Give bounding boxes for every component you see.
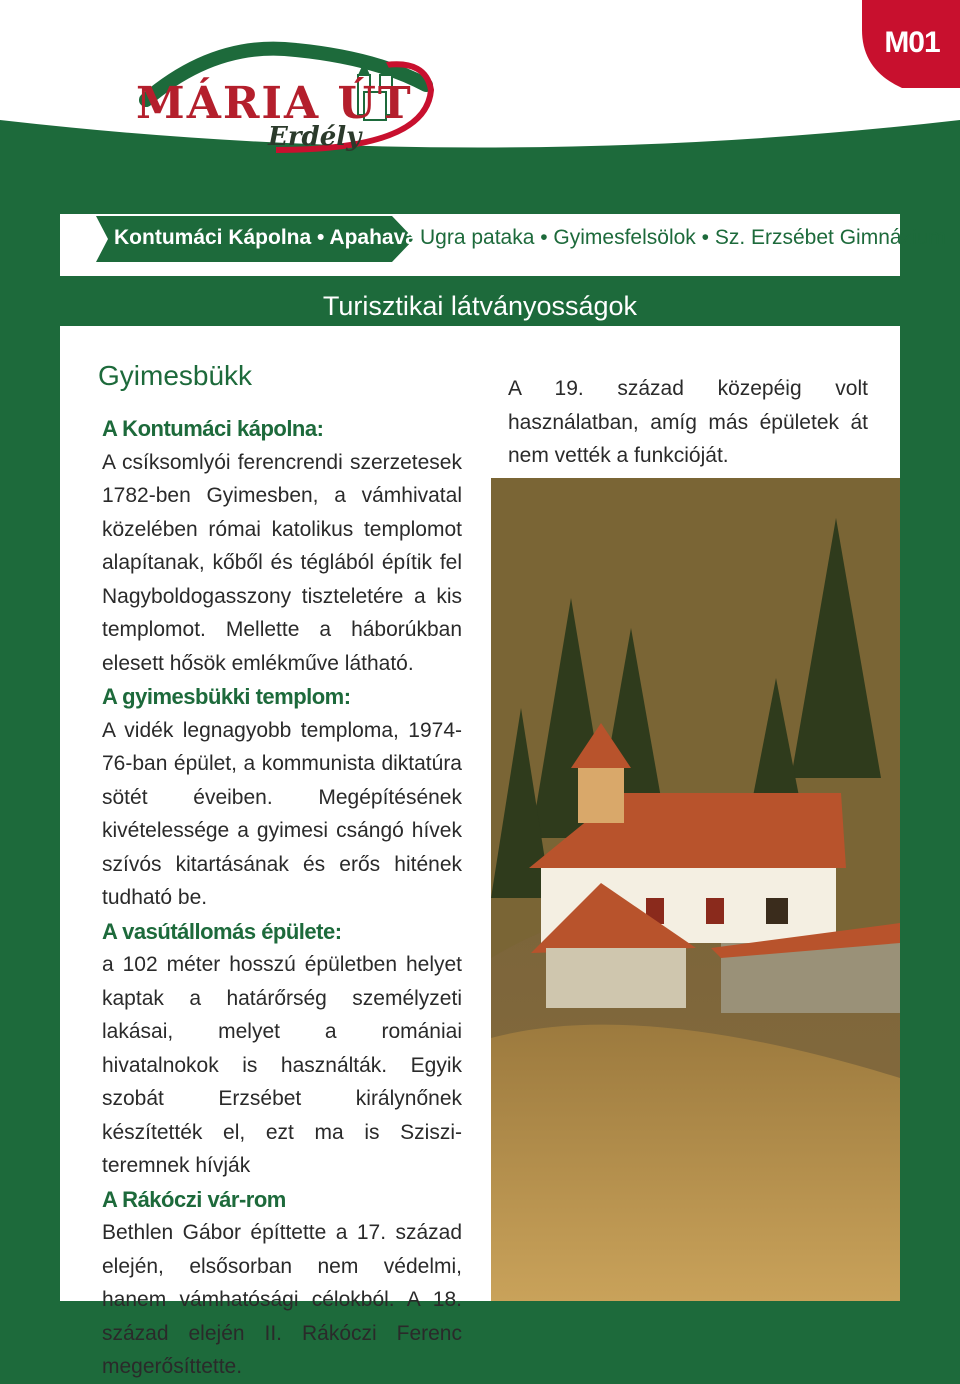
- section-heading: A gyimesbükki templom:: [102, 684, 351, 709]
- section-text: A csíksomlyói ferencrendi szerzetesek 1782-ben Gyimesben, a vámhivatal közelében római katolikus templomot alapítanak, kőből és téglából építik fel Nagyboldogasszony tiszteletére a kis templomot. Mellette a háborúkban elesett hősök emlékműve látható.: [102, 450, 462, 675]
- section-text: Bethlen Gábor építtette a 17. század elején, elsősorban nem védelmi, hanem vámhatósági célokból. A 18. század elején II. Rákóczi Ferenc megerősíttette.: [102, 1221, 462, 1378]
- badge-label: M01: [884, 26, 940, 59]
- place-title: Gyimesbükk: [98, 360, 253, 391]
- section-text: a 102 méter hosszú épületben helyet kaptak a határőrség személyzeti lakásai, melyet a romániai hivatalnokok is használták. Egyik szobát Erzsébet királynőnek készítették el, ezt ma is Sziszi-teremnek hívják: [102, 953, 462, 1177]
- chapel-photo: [491, 478, 900, 1301]
- logo-title: MÁRIA ÚT: [136, 78, 413, 129]
- section-text: A vidék legnagyobb temploma, 1974-76-ban épület, a kommunista diktatúra sötét éveiben. Megépítésének kivételessége a gyimesi csángó hívek szívós kitartásának és erős hitének tudható be.: [102, 718, 462, 909]
- left-column: [102, 412, 462, 1384]
- breadcrumb-active[interactable]: Kontumáci Kápolna • Apahavas: [114, 226, 429, 249]
- section-heading: A Kontumáci kápolna:: [102, 416, 324, 441]
- logo-subtitle: Erdély: [268, 122, 362, 152]
- section-heading: A Rákóczi vár-rom: [102, 1186, 286, 1212]
- section-title: Turisztikai látványosságok: [322, 291, 638, 321]
- divider: [60, 266, 900, 276]
- breadcrumb-rest[interactable]: Ugra pataka • Gyimesfelsölok • Sz. Erzsébet Gimnázium: [420, 226, 946, 249]
- right-column-text: A 19. század közepéig volt használatban, amíg más épületek át nem vették a funkcióját.: [508, 377, 868, 467]
- section-heading: A vasútállomás épülete:: [102, 918, 342, 944]
